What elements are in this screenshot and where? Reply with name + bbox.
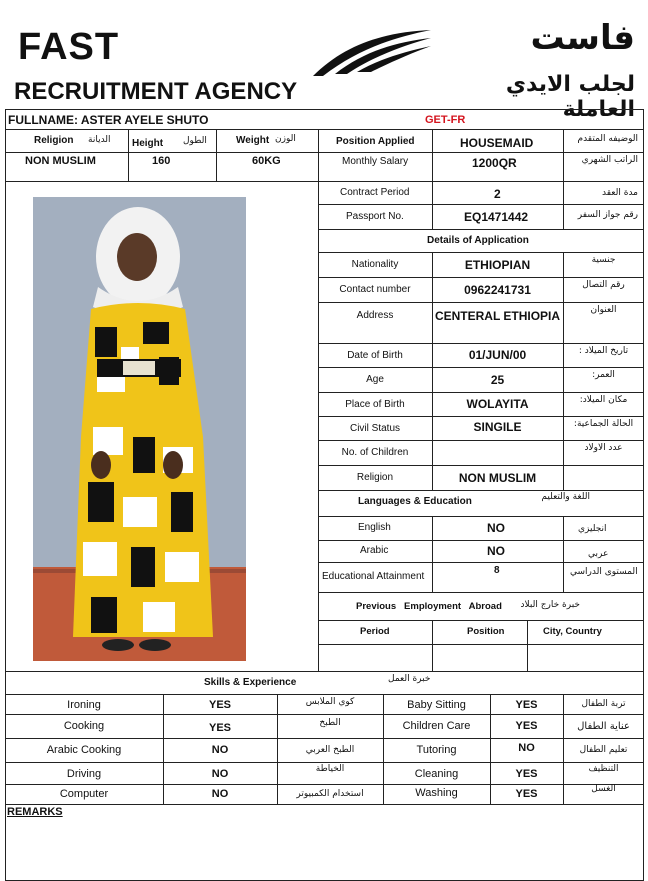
position-label-en: Position Applied: [336, 136, 415, 147]
skill-computer-label-ar: استخدام الكمبيوتر: [296, 789, 364, 799]
nationality-label-ar: جنسية: [591, 255, 616, 265]
civil-status-label-ar: الحالة الجماعية:: [573, 419, 634, 429]
skill-childcare-label: Children Care: [402, 720, 471, 732]
salary-label-en: Monthly Salary: [342, 156, 409, 167]
age-label: Age: [366, 374, 384, 385]
skill-arabic-cooking-label: Arabic Cooking: [46, 744, 122, 756]
arabic-label: Arabic: [360, 545, 389, 556]
contract-label-en: Contract Period: [340, 187, 410, 198]
height-label-en: Height: [132, 138, 164, 149]
details-table: [318, 252, 644, 490]
skill-ironing-label: Ironing: [67, 699, 101, 711]
skill-babysitting-label: Baby Sitting: [407, 699, 466, 711]
skill-driving-value: NO: [211, 768, 229, 780]
skill-tutoring-value: NO: [518, 742, 535, 754]
address-value: CENTERAL ETHIOPIA: [434, 309, 561, 323]
children-value: [432, 440, 563, 465]
fullname: FULLNAME: ASTER AYELE SHUTO: [8, 113, 209, 127]
brand-subtitle-en: RECRUITMENT AGENCY: [14, 78, 298, 105]
arabic-label-ar: عربي: [588, 549, 609, 559]
birthplace-value: WOLAYITA: [466, 397, 529, 411]
skill-washing-label: Washing: [415, 787, 458, 799]
brand-title-en: FAST: [18, 26, 120, 68]
employment-title-ar: خبرة خارج البلاد: [520, 600, 580, 610]
education-label: Educational Attainment: [322, 571, 425, 582]
children-label: No. of Children: [341, 447, 409, 458]
skill-washing-value: YES: [515, 788, 538, 800]
weight-label-ar: الوزن: [275, 134, 296, 144]
employment-col-position: Position: [467, 626, 505, 637]
weight-label-en: Weight: [236, 135, 270, 146]
height-value: 160: [152, 155, 171, 167]
position-value: HOUSEMAID: [460, 136, 534, 150]
passport-label-en: Passport No.: [346, 211, 404, 222]
skill-babysitting-label-ar: تربة الطفال: [581, 699, 626, 709]
address-label-ar: العنوان: [590, 305, 617, 315]
skills-title-ar: خبرة العمل: [388, 674, 431, 684]
skill-computer-label: Computer: [59, 788, 109, 800]
swoosh-logo-icon: [305, 24, 433, 80]
languages-title: Languages & Education: [358, 496, 472, 507]
skill-cleaning-label: Cleaning: [414, 768, 459, 780]
birthplace-label: Place of Birth: [345, 398, 405, 410]
skill-childcare-value: YES: [515, 720, 538, 732]
employment-col-period: Period: [360, 626, 390, 637]
skill-ironing-label-ar: كوي الملابس: [305, 697, 355, 707]
english-value: NO: [487, 521, 505, 535]
position-label-ar: الوضيفه المتقدم: [577, 134, 638, 144]
skill-babysitting-value: YES: [515, 699, 538, 711]
remarks-label: REMARKS: [7, 806, 63, 818]
arabic-value: NO: [487, 544, 505, 558]
age-label-ar: العمر:: [592, 370, 615, 380]
applicant-photo: [33, 197, 246, 661]
height-label-ar: الطول: [183, 136, 207, 146]
contract-value: 2: [494, 187, 501, 201]
religion-label-en: Religion: [34, 135, 74, 146]
education-value: 8: [494, 565, 500, 576]
employment-col-city: City, Country: [543, 626, 602, 637]
contact-label: Contact number: [339, 284, 411, 295]
age-value: 25: [490, 372, 505, 387]
skill-ironing-value: YES: [208, 699, 231, 711]
contact-value: 0962241731: [464, 282, 531, 297]
civil-status-value: SINGILE: [473, 420, 522, 434]
religion2-label-ar: [563, 465, 644, 481]
skill-cleaning-label-ar: التنظيف: [588, 764, 619, 774]
skills-title: Skills & Experience: [204, 677, 297, 688]
weight-value: 60KG: [252, 155, 281, 167]
children-label-ar: عدد الاولاد: [584, 443, 623, 453]
religion-label-ar: الديانة: [88, 135, 111, 145]
skill-childcare-label-ar: عناية الطفال: [577, 720, 630, 732]
dob-label-ar: تاريخ الميلاد :: [578, 346, 629, 356]
skill-computer-value: NO: [211, 788, 229, 800]
salary-value: 1200QR: [472, 156, 517, 170]
skill-washing-label-ar: الغسل: [591, 784, 616, 794]
skills-table: [5, 694, 644, 804]
birthplace-label-ar: مكان الميلاد:: [579, 395, 628, 405]
skill-tutoring-label: Tutoring: [416, 744, 457, 756]
nationality-value: ETHIOPIAN: [464, 257, 531, 272]
religion2-label: Religion: [356, 472, 394, 483]
applicant-code: GET-FR: [425, 114, 466, 126]
civil-status-label: Civil Status: [349, 422, 400, 434]
skill-driving-label-ar: الخياطة: [315, 764, 345, 774]
skill-tutoring-label-ar: تعليم الطفال: [579, 745, 628, 755]
skill-arabic-cooking-value: NO: [211, 744, 229, 756]
address-label: Address: [356, 309, 394, 321]
brand-subtitle-ar: لجلب الايدي العاملة: [505, 72, 635, 122]
skill-arabic-cooking-label-ar: الطبخ العربي: [305, 745, 355, 755]
contract-label-ar: مدة العقد: [602, 188, 638, 198]
skill-cooking-label-ar: الطبخ: [319, 718, 341, 728]
skill-cooking-label: Cooking: [63, 720, 105, 732]
dob-label: Date of Birth: [347, 349, 403, 361]
passport-value: EQ1471442: [464, 210, 529, 224]
religion2-value: NON MUSLIM: [458, 470, 537, 485]
passport-label-ar: رقم جواز السفر: [577, 210, 638, 220]
education-label-ar: المستوى الدراسي: [570, 567, 638, 577]
dob-value: 01/JUN/00: [468, 348, 527, 362]
brand-title-ar: فاست: [530, 18, 635, 58]
details-title: Details of Application: [427, 235, 529, 246]
nationality-label: Nationality: [351, 259, 399, 270]
skill-driving-label: Driving: [66, 768, 102, 780]
religion-value: NON MUSLIM: [25, 155, 96, 167]
languages-title-ar: اللغة والتعليم: [541, 492, 590, 502]
contact-label-ar: رقم التصال: [582, 280, 625, 290]
english-label: English: [358, 522, 391, 533]
skill-cooking-value: YES: [208, 722, 231, 734]
skill-cleaning-value: YES: [515, 768, 538, 780]
english-label-ar: انجليزي: [578, 524, 607, 534]
employment-title: Previous Employment Abroad: [356, 601, 502, 612]
salary-label-ar: الراتب الشهري: [581, 155, 638, 165]
